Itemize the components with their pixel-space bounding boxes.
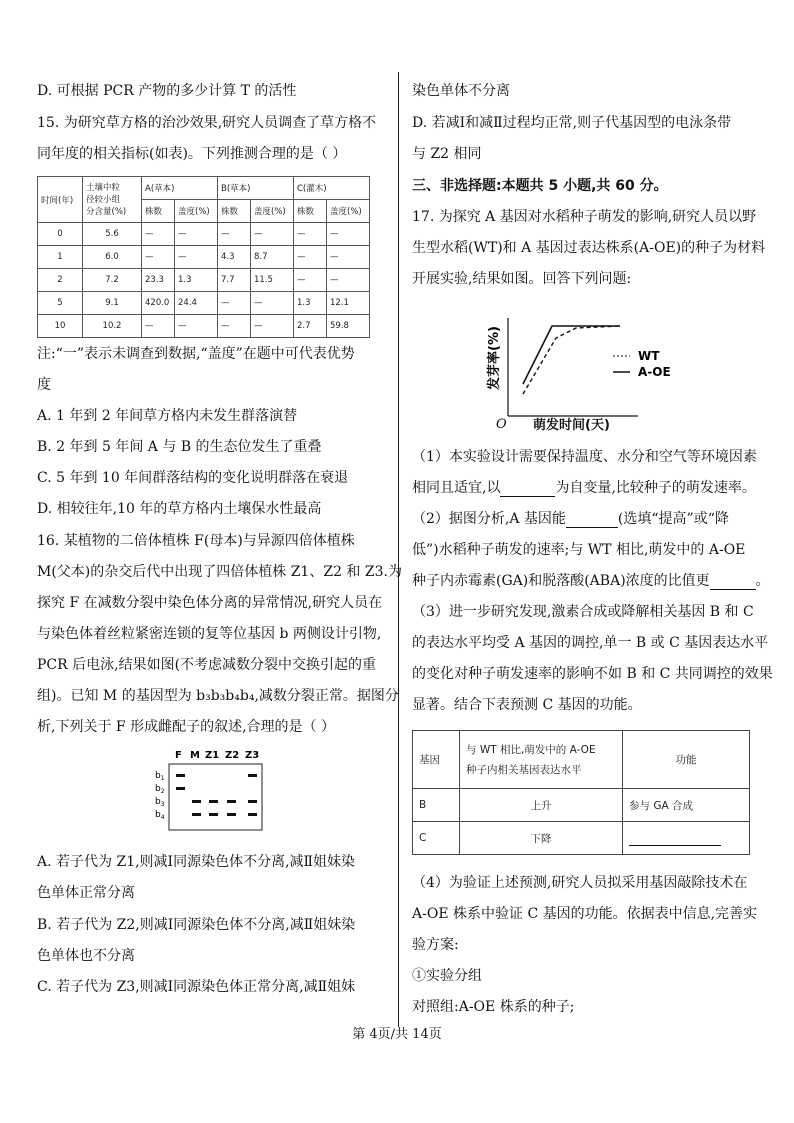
line-aoe [523, 326, 620, 384]
q17-step-heading: ①实验分组 [412, 968, 482, 984]
table-row: 5 9.1 420.0 24.4 — — 1.3 12.1 [38, 292, 370, 315]
band-label-b4: $b_4$ [155, 810, 165, 821]
band-label-b2: $b_2$ [155, 784, 165, 795]
q15-table [37, 176, 370, 338]
header-count: 株数 [218, 200, 251, 223]
q16-option-b-line2: 色单体也不分离 [37, 948, 135, 964]
q17-part3-line2: 的表达水平均受 A 基因的调控,单一 B 或 C 基因表达水平 [412, 635, 769, 651]
q17-part1-line1: （1）本实验设计需要保持温度、水分和空气等环境因素 [412, 449, 757, 465]
header-count: 株数 [142, 200, 175, 223]
legend-aoe-label: A-OE [638, 365, 671, 379]
gel-frame [169, 764, 262, 830]
answer-blank[interactable] [566, 513, 618, 528]
q17-stem-line1: 17. 为探究 A 基因对水稻种子萌发的影响,研究人员以野 [412, 209, 757, 225]
q17-control-group: 对照组:A-OE 株系的种子; [412, 999, 575, 1015]
option-14d: D. 可根据 PCR 产物的多少计算 T 的活性 [37, 83, 297, 99]
table-row: C 下降 [413, 822, 750, 855]
q17-part4-line3: 验方案: [412, 937, 459, 953]
q17-part2-line2: 低”)水稻种子萌发的速率;与 WT 相比,萌发中的 A-OE [412, 542, 746, 558]
q16-stem-line4: 与染色体着丝粒紧密连锁的复等位基因 b 两侧设计引物, [37, 626, 382, 642]
lane-label-f: F [175, 750, 182, 761]
band [192, 800, 201, 803]
q15-option-c: C. 5 年到 10 年间群落结构的变化说明群落在衰退 [37, 470, 349, 486]
answer-blank[interactable] [629, 831, 721, 846]
table-row: B 上升 参与 GA 合成 [413, 789, 750, 822]
q17-part1-line2: 相同且适宜,以 为自变量,比较种子的萌发速率。 [412, 480, 756, 496]
q15-note-line2: 度 [37, 377, 51, 393]
band-label-b3: $b_3$ [155, 797, 165, 808]
q16-stem-line7: 析,下列关于 F 形成雌配子的叙述,合理的是（ ） [37, 719, 335, 735]
q16-stem-line1: 16. 某植物的二倍体植株 F(母本)与异源四倍体植株 [37, 533, 355, 549]
q15-note-line1: 注:“一”表示未调查到数据,“盖度”在题中可代表优势 [37, 346, 355, 362]
band [248, 800, 257, 803]
header-cover: 盖度(%) [175, 200, 218, 223]
q17-part3-line4: 显著。结合下表预测 C 基因的功能。 [412, 697, 642, 713]
band [227, 800, 236, 803]
q15-stem-line1: 15. 为研究草方格的治沙效果,研究人员调查了草方格不 [37, 115, 377, 131]
line-wt [523, 326, 620, 394]
table-row: 10 10.2 — — — — 2.7 59.8 [38, 315, 370, 338]
q15-option-b: B. 2 年到 5 年间 A 与 B 的生态位发生了重叠 [37, 439, 322, 455]
band [248, 813, 257, 816]
answer-blank[interactable] [500, 482, 555, 497]
lane-label-z3: Z3 [245, 750, 260, 761]
origin-label: O [496, 417, 507, 432]
header-cover: 盖度(%) [251, 200, 294, 223]
q17-table [412, 730, 750, 855]
q16-stem-line2: M(父本)的杂交后代中出现了四倍体植株 Z1、Z2 和 Z3.为 [37, 564, 402, 580]
q16-stem-line6: 组)。已知 M 的基因型为 b₃b₃b₄b₄,减数分裂正常。据图分 [37, 688, 399, 704]
answer-blank[interactable] [710, 575, 756, 590]
q17-part2-line1: （2）据图分析,A 基因能 (选填“提高”或“降 [412, 511, 729, 527]
q16-stem-line3: 探究 F 在减数分裂中染色体分离的异常情况,研究人员在 [37, 595, 383, 611]
q17-part2-line3: 种子内赤霉素(GA)和脱落酸(ABA)浓度的比值更 。 [412, 573, 770, 589]
lane-label-z2: Z2 [225, 750, 240, 761]
header-time: 时间(年) [38, 177, 83, 223]
q17-part4-line1: （4）为验证上述预测,研究人员拟采用基因敲除技术在 [412, 875, 748, 891]
function-answer-cell [623, 822, 750, 855]
q15-option-d: D. 相较往年,10 年的草方格内土壤保水性最高 [37, 501, 322, 517]
q16-stem-line5: PCR 后电泳,结果如图(不考虑减数分裂中交换引起的重 [37, 657, 377, 673]
column-divider [398, 72, 399, 1027]
header-gene: 基因 [413, 731, 460, 789]
header-cover: 盖度(%) [327, 200, 370, 223]
header-soil: 土壤中粒 径较小组 分含量(%) [83, 177, 142, 223]
legend-wt-label: WT [638, 349, 660, 363]
header-expression-level: 与 WT 相比,萌发中的 A-OE 种子内相关基因表达水平 [460, 731, 623, 789]
y-axis-label: 发芽率(%) [487, 326, 502, 390]
band [176, 774, 185, 777]
q16-option-d-line1: D. 若减Ⅰ和减Ⅱ过程均正常,则子代基因型的电泳条带 [412, 115, 732, 131]
gel-bands [176, 774, 257, 816]
section-heading: 三、非选择题:本题共 5 小题,共 60 分。 [412, 178, 668, 194]
q17-part4-line2: A-OE 株系中验证 C 基因的功能。依据表中信息,完善实 [412, 906, 758, 922]
lane-label-z1: Z1 [205, 750, 220, 761]
x-axis-label: 萌发时间(天) [533, 418, 610, 433]
header-count: 株数 [294, 200, 327, 223]
header-function: 功能 [623, 731, 750, 789]
q16-option-d-line2: 与 Z2 相同 [412, 146, 482, 162]
q17-stem-line3: 开展实验,结果如图。回答下列问题: [412, 271, 632, 287]
table-row: 0 5.6 — — — — — — [38, 223, 370, 246]
q16-option-a-line2: 色单体正常分离 [37, 885, 135, 901]
band-label-b1: $b_1$ [155, 771, 165, 782]
band [192, 813, 201, 816]
band [209, 813, 218, 816]
q17-part3-line1: （3）进一步研究发现,激素合成或降解相关基因 B 和 C [412, 604, 754, 620]
header-b: B(草本) [218, 177, 294, 200]
table-row: 2 7.2 23.3 1.3 7.7 11.5 — — [38, 269, 370, 292]
q15-option-a: A. 1 年到 2 年间草方格内未发生群落演替 [37, 408, 298, 424]
page-footer: 第 4页/共 14页 [352, 1027, 442, 1042]
q15-stem-line2: 同年度的相关指标(如表)。下列推测合理的是（ ） [37, 146, 347, 162]
header-a: A(草本) [142, 177, 218, 200]
band [176, 787, 185, 790]
q17-stem-line2: 生型水稻(WT)和 A 基因过表达株系(A-OE)的种子为材料 [412, 240, 766, 256]
q16-option-c-line1: C. 若子代为 Z3,则减Ⅰ同源染色体正常分离,减Ⅱ姐妹 [37, 979, 356, 995]
table-row: 1 6.0 — — 4.3 8.7 — — [38, 246, 370, 269]
q16-option-b-line1: B. 若子代为 Z2,则减Ⅰ同源染色体不分离,减Ⅱ姐妹染 [37, 917, 356, 933]
q16-option-c-line2: 染色单体不分离 [412, 83, 510, 99]
q17-part3-line3: 的变化对种子萌发速率的影响不如 B 和 C 共同调控的效果 [412, 666, 773, 682]
band [227, 813, 236, 816]
q16-option-a-line1: A. 若子代为 Z1,则减Ⅰ同源染色体不分离,减Ⅱ姐妹染 [37, 854, 356, 870]
header-c: C(灌木) [294, 177, 370, 200]
band [248, 774, 257, 777]
electrophoresis-gel [150, 748, 270, 838]
band [209, 800, 218, 803]
lane-label-m: M [190, 750, 200, 761]
